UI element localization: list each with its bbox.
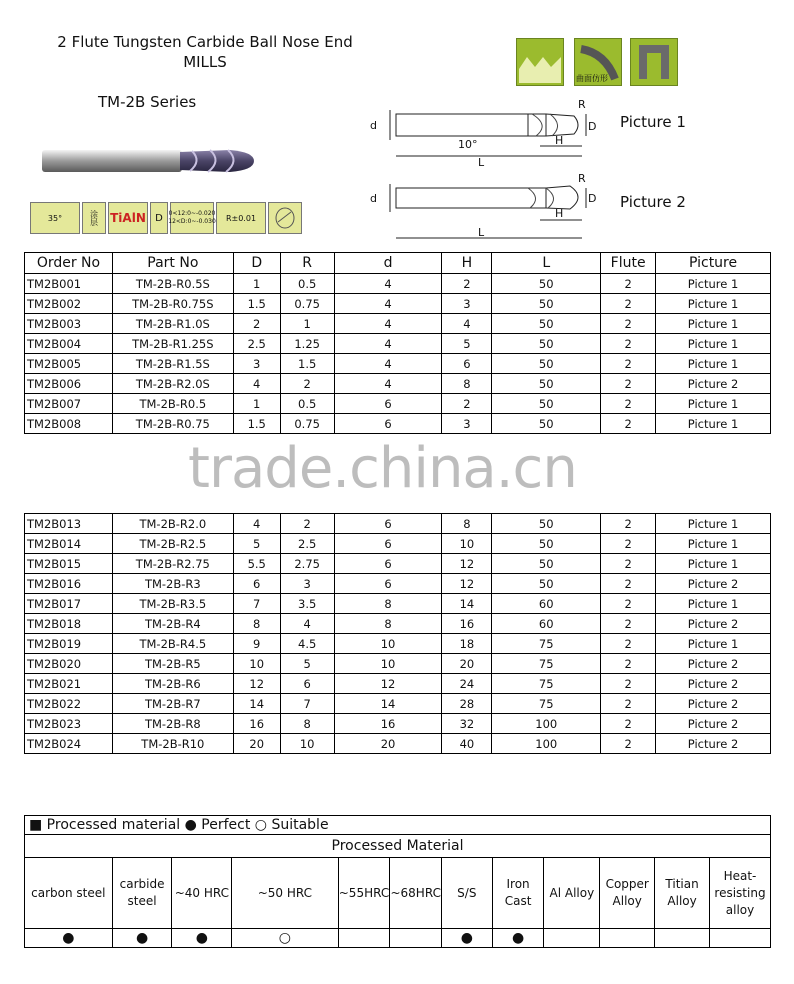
table-cell: TM-2B-R3 bbox=[112, 574, 233, 594]
table-cell: TM2B005 bbox=[25, 354, 113, 374]
table-cell: TM2B004 bbox=[25, 334, 113, 354]
table-cell: 5 bbox=[442, 334, 492, 354]
table-cell: 20 bbox=[442, 654, 492, 674]
table-cell: 2 bbox=[601, 674, 656, 694]
table-cell: 5.5 bbox=[233, 554, 280, 574]
table-cell: 28 bbox=[442, 694, 492, 714]
table-cell: 2 bbox=[601, 614, 656, 634]
table-cell: 5 bbox=[233, 534, 280, 554]
material-column: carbide steel bbox=[112, 858, 172, 929]
table-cell: Picture 1 bbox=[656, 334, 771, 354]
table-row bbox=[25, 354, 771, 374]
table-cell: TM-2B-R0.75 bbox=[112, 414, 233, 434]
table-cell: 12 bbox=[442, 574, 492, 594]
table-cell: 8 bbox=[280, 714, 334, 734]
table-cell: 4 bbox=[442, 314, 492, 334]
material-column: ~55HRC bbox=[338, 858, 390, 929]
table-cell: 2 bbox=[601, 714, 656, 734]
end-mill-photo bbox=[40, 138, 260, 184]
table-cell: Picture 2 bbox=[656, 674, 771, 694]
table-cell: 10 bbox=[233, 654, 280, 674]
table-cell: 6 bbox=[233, 574, 280, 594]
table-cell: TM-2B-R0.5 bbox=[112, 394, 233, 414]
table-cell: 75 bbox=[492, 694, 601, 714]
table-cell: TM2B014 bbox=[25, 534, 113, 554]
table-cell: 50 bbox=[492, 374, 601, 394]
table-row bbox=[25, 514, 771, 534]
table-cell: Picture 2 bbox=[656, 694, 771, 714]
dim-r-1: R bbox=[578, 98, 586, 111]
table-cell: TM2B016 bbox=[25, 574, 113, 594]
table-row bbox=[25, 374, 771, 394]
table-row bbox=[25, 594, 771, 614]
table-cell: 6 bbox=[334, 394, 442, 414]
table-cell: 2 bbox=[601, 634, 656, 654]
table-cell: 2 bbox=[601, 374, 656, 394]
table-cell: TM-2B-R4 bbox=[112, 614, 233, 634]
table-cell: 12 bbox=[233, 674, 280, 694]
dim-l-1: L bbox=[478, 156, 485, 169]
table-cell: Picture 2 bbox=[656, 374, 771, 394]
table-row bbox=[25, 694, 771, 714]
table-cell: 50 bbox=[492, 354, 601, 374]
table-cell: TM-2B-R10 bbox=[112, 734, 233, 754]
table-cell: TM-2B-R2.5 bbox=[112, 534, 233, 554]
table-cell: 3 bbox=[280, 574, 334, 594]
table-cell: 10 bbox=[442, 534, 492, 554]
table-cell: 24 bbox=[442, 674, 492, 694]
dim-d-1: d bbox=[370, 119, 377, 132]
dim-r-2: R bbox=[578, 172, 586, 185]
table-cell: Picture 1 bbox=[656, 354, 771, 374]
table-cell: 50 bbox=[492, 314, 601, 334]
table-row bbox=[25, 674, 771, 694]
table-cell: 32 bbox=[442, 714, 492, 734]
table-cell: 12 bbox=[442, 554, 492, 574]
product-title bbox=[20, 32, 390, 72]
table-cell: TM2B021 bbox=[25, 674, 113, 694]
dim-angle: 10° bbox=[458, 138, 478, 151]
picture-2-label: Picture 2 bbox=[620, 193, 686, 211]
table-cell: 1.5 bbox=[233, 414, 280, 434]
table-cell: 3 bbox=[233, 354, 280, 374]
table-cell: 75 bbox=[492, 654, 601, 674]
table-cell: 60 bbox=[492, 614, 601, 634]
table-cell: 50 bbox=[492, 334, 601, 354]
table-cell: 6 bbox=[334, 534, 442, 554]
material-column: ~40 HRC bbox=[172, 858, 232, 929]
table-cell: 3.5 bbox=[280, 594, 334, 614]
table-cell: 0.5 bbox=[280, 274, 334, 294]
table-cell: Picture 1 bbox=[656, 274, 771, 294]
material-column: Al Alloy bbox=[544, 858, 600, 929]
table-cell: 75 bbox=[492, 674, 601, 694]
table-cell: 10 bbox=[280, 734, 334, 754]
coating-icon: 涂层 bbox=[82, 202, 106, 234]
suitability-mark bbox=[655, 929, 710, 948]
table-row bbox=[25, 534, 771, 554]
table-cell: Picture 1 bbox=[656, 594, 771, 614]
table-cell: 2 bbox=[601, 574, 656, 594]
table-cell: 6 bbox=[334, 554, 442, 574]
table-cell: 75 bbox=[492, 634, 601, 654]
table-cell: TM2B006 bbox=[25, 374, 113, 394]
table-cell: 8 bbox=[442, 514, 492, 534]
table-cell: 2.5 bbox=[233, 334, 280, 354]
table-cell: 6 bbox=[442, 354, 492, 374]
table-cell: 6 bbox=[334, 414, 442, 434]
table-cell: 6 bbox=[280, 674, 334, 694]
dim-d-2: d bbox=[370, 192, 377, 205]
table-row bbox=[25, 574, 771, 594]
dim-h-1: H bbox=[555, 134, 564, 147]
table-cell: TM-2B-R0.5S bbox=[112, 274, 233, 294]
material-column: Titian Alloy bbox=[655, 858, 710, 929]
material-column: ~68HRC bbox=[390, 858, 441, 929]
table-row bbox=[25, 634, 771, 654]
material-column: Iron Cast bbox=[492, 858, 544, 929]
table-row bbox=[25, 554, 771, 574]
table-cell: Picture 1 bbox=[656, 414, 771, 434]
table-cell: 3 bbox=[442, 414, 492, 434]
table-cell: 5 bbox=[280, 654, 334, 674]
table-cell: 1.25 bbox=[280, 334, 334, 354]
table-cell: 0.5 bbox=[280, 394, 334, 414]
table-cell: 50 bbox=[492, 574, 601, 594]
series-label: TM-2B Series bbox=[98, 93, 197, 111]
table-cell: TM-2B-R2.0S bbox=[112, 374, 233, 394]
helix-35-icon: 35° bbox=[30, 202, 80, 234]
table-cell: 10 bbox=[334, 654, 442, 674]
table-cell: Picture 2 bbox=[656, 654, 771, 674]
table-cell: Picture 2 bbox=[656, 734, 771, 754]
suitability-mark bbox=[390, 929, 441, 948]
slot-milling-icon bbox=[516, 38, 564, 86]
suitability-mark: ● bbox=[25, 929, 113, 948]
table-cell: 18 bbox=[442, 634, 492, 654]
table-cell: Picture 2 bbox=[656, 614, 771, 634]
table-cell: 2 bbox=[280, 514, 334, 534]
table-cell: TM2B001 bbox=[25, 274, 113, 294]
table-cell: 100 bbox=[492, 734, 601, 754]
table-cell: 3 bbox=[442, 294, 492, 314]
material-legend: ■ Processed material ● Perfect ○ Suitable bbox=[25, 816, 771, 835]
processed-material-header: Processed Material bbox=[25, 835, 771, 858]
table-cell: 20 bbox=[334, 734, 442, 754]
material-column: ~50 HRC bbox=[232, 858, 338, 929]
dim-l-2: L bbox=[478, 226, 485, 239]
table-cell: 2 bbox=[601, 394, 656, 414]
suitability-mark: ● bbox=[492, 929, 544, 948]
table-cell: 2 bbox=[601, 514, 656, 534]
table-row bbox=[25, 654, 771, 674]
table-cell: Picture 2 bbox=[656, 574, 771, 594]
pocket-milling-icon bbox=[630, 38, 678, 86]
table-cell: TM2B023 bbox=[25, 714, 113, 734]
table-cell: 8 bbox=[334, 614, 442, 634]
table-cell: 2 bbox=[601, 554, 656, 574]
table-cell: 9 bbox=[233, 634, 280, 654]
table-row bbox=[25, 314, 771, 334]
col-picture: Picture bbox=[656, 253, 771, 274]
table-row bbox=[25, 734, 771, 754]
table-cell: TM2B015 bbox=[25, 554, 113, 574]
table-cell: 4 bbox=[334, 294, 442, 314]
table-cell: 2.75 bbox=[280, 554, 334, 574]
table-cell: TM-2B-R1.0S bbox=[112, 314, 233, 334]
table-cell: TM-2B-R1.25S bbox=[112, 334, 233, 354]
table-row bbox=[25, 274, 771, 294]
table-cell: 50 bbox=[492, 554, 601, 574]
table-cell: Picture 2 bbox=[656, 714, 771, 734]
table-cell: 2 bbox=[233, 314, 280, 334]
table-cell: TM-2B-R3.5 bbox=[112, 594, 233, 614]
table-row bbox=[25, 614, 771, 634]
table-cell: 0.75 bbox=[280, 294, 334, 314]
suitability-mark bbox=[600, 929, 655, 948]
radius-tolerance-icon: R±0.01 bbox=[216, 202, 266, 234]
table-cell: TM-2B-R4.5 bbox=[112, 634, 233, 654]
table-row bbox=[25, 714, 771, 734]
table-cell: 1.5 bbox=[233, 294, 280, 314]
table-cell: 60 bbox=[492, 594, 601, 614]
table-cell: 2 bbox=[601, 294, 656, 314]
table-cell: 4.5 bbox=[280, 634, 334, 654]
col-l: L bbox=[492, 253, 601, 274]
table-cell: 14 bbox=[334, 694, 442, 714]
suitability-mark bbox=[709, 929, 770, 948]
table-cell: 4 bbox=[233, 374, 280, 394]
table-cell: 6 bbox=[334, 514, 442, 534]
col-d-upper: D bbox=[233, 253, 280, 274]
table-cell: 2 bbox=[601, 694, 656, 714]
title-line-1: 2 Flute Tungsten Carbide Ball Nose End bbox=[57, 33, 353, 51]
table-cell: Picture 1 bbox=[656, 534, 771, 554]
table-cell: 50 bbox=[492, 414, 601, 434]
table-cell: 20 bbox=[233, 734, 280, 754]
table-cell: TM-2B-R8 bbox=[112, 714, 233, 734]
suitability-mark bbox=[544, 929, 600, 948]
table-cell: 2 bbox=[442, 394, 492, 414]
col-r: R bbox=[280, 253, 334, 274]
table-cell: 2 bbox=[601, 274, 656, 294]
table-cell: 4 bbox=[334, 274, 442, 294]
table-cell: Picture 1 bbox=[656, 634, 771, 654]
material-column: S/S bbox=[441, 858, 492, 929]
table-cell: 4 bbox=[334, 374, 442, 394]
table-cell: 1 bbox=[280, 314, 334, 334]
table-cell: 1 bbox=[233, 394, 280, 414]
table-cell: 10 bbox=[334, 634, 442, 654]
table-cell: TM-2B-R2.0 bbox=[112, 514, 233, 534]
table-row bbox=[25, 414, 771, 434]
ball-nose-icon bbox=[268, 202, 302, 234]
table-cell: 7 bbox=[233, 594, 280, 614]
table-cell: 100 bbox=[492, 714, 601, 734]
table-cell: 2 bbox=[601, 534, 656, 554]
table-cell: TM2B024 bbox=[25, 734, 113, 754]
table-cell: TM-2B-R7 bbox=[112, 694, 233, 714]
table-cell: TM-2B-R1.5S bbox=[112, 354, 233, 374]
table-cell: TM-2B-R2.75 bbox=[112, 554, 233, 574]
table-cell: TM2B018 bbox=[25, 614, 113, 634]
table-cell: 2 bbox=[601, 354, 656, 374]
table-cell: 4 bbox=[334, 314, 442, 334]
col-h: H bbox=[442, 253, 492, 274]
table-cell: Picture 1 bbox=[656, 394, 771, 414]
material-column: Heat-resisting alloy bbox=[709, 858, 770, 929]
table-cell: 14 bbox=[442, 594, 492, 614]
table-cell: 8 bbox=[334, 594, 442, 614]
watermark: trade.china.cn bbox=[188, 436, 577, 501]
material-column: Copper Alloy bbox=[600, 858, 655, 929]
table-cell: 1.5 bbox=[280, 354, 334, 374]
suitability-mark: ○ bbox=[232, 929, 338, 948]
table-header-row bbox=[25, 253, 771, 274]
table-cell: 2 bbox=[442, 274, 492, 294]
table-cell: 4 bbox=[334, 334, 442, 354]
machining-caption: 曲面仿形 bbox=[576, 74, 608, 83]
table-cell: 7 bbox=[280, 694, 334, 714]
spec-table bbox=[24, 252, 771, 754]
table-row bbox=[25, 294, 771, 314]
table-cell: 2 bbox=[601, 414, 656, 434]
table-cell: Picture 1 bbox=[656, 514, 771, 534]
table-cell: Picture 1 bbox=[656, 554, 771, 574]
table-cell: 50 bbox=[492, 514, 601, 534]
table-cell: 2 bbox=[601, 654, 656, 674]
table-cell: 0.75 bbox=[280, 414, 334, 434]
dim-D-2: D bbox=[588, 192, 597, 205]
table-cell: 1 bbox=[233, 274, 280, 294]
table-cell: TM-2B-R6 bbox=[112, 674, 233, 694]
table-cell: TM2B013 bbox=[25, 514, 113, 534]
technical-drawings bbox=[360, 96, 610, 246]
suitability-mark: ● bbox=[441, 929, 492, 948]
table-cell: TM2B022 bbox=[25, 694, 113, 714]
table-cell: 50 bbox=[492, 294, 601, 314]
table-cell: 4 bbox=[280, 614, 334, 634]
table-cell: 16 bbox=[334, 714, 442, 734]
table-cell: TM-2B-R5 bbox=[112, 654, 233, 674]
table-cell: 16 bbox=[233, 714, 280, 734]
table-cell: 2 bbox=[601, 594, 656, 614]
table-cell: 2 bbox=[601, 734, 656, 754]
table-cell: 2 bbox=[601, 334, 656, 354]
suitability-mark bbox=[338, 929, 390, 948]
col-part-no: Part No bbox=[112, 253, 233, 274]
materials-table bbox=[24, 815, 771, 948]
table-cell: 40 bbox=[442, 734, 492, 754]
table-cell: 2.5 bbox=[280, 534, 334, 554]
table-cell: 12 bbox=[334, 674, 442, 694]
diameter-icon: D bbox=[150, 202, 168, 234]
table-cell: Picture 1 bbox=[656, 314, 771, 334]
table-cell: 14 bbox=[233, 694, 280, 714]
table-cell: TM2B008 bbox=[25, 414, 113, 434]
table-cell: 4 bbox=[233, 514, 280, 534]
table-cell: 8 bbox=[233, 614, 280, 634]
dim-D-1: D bbox=[588, 120, 597, 133]
table-cell: TM2B002 bbox=[25, 294, 113, 314]
table-cell: 50 bbox=[492, 534, 601, 554]
table-cell: TM2B017 bbox=[25, 594, 113, 614]
picture-1-label: Picture 1 bbox=[620, 113, 686, 131]
col-d-lower: d bbox=[334, 253, 442, 274]
table-cell: 2 bbox=[601, 314, 656, 334]
suitability-mark: ● bbox=[112, 929, 172, 948]
tiain-icon: TiAlN bbox=[108, 202, 148, 234]
feature-icons bbox=[30, 202, 302, 236]
tolerance-icon: 0<12:0~-0.020 12<D:0~-0.030 bbox=[170, 202, 214, 234]
table-cell: 4 bbox=[334, 354, 442, 374]
table-cell: 2 bbox=[280, 374, 334, 394]
table-cell: 50 bbox=[492, 274, 601, 294]
suitability-mark: ● bbox=[172, 929, 232, 948]
table-row bbox=[25, 394, 771, 414]
col-order-no: Order No bbox=[25, 253, 113, 274]
col-flute: Flute bbox=[601, 253, 656, 274]
table-cell: 8 bbox=[442, 374, 492, 394]
table-cell: TM-2B-R0.75S bbox=[112, 294, 233, 314]
material-column: carbon steel bbox=[25, 858, 113, 929]
table-cell: TM2B007 bbox=[25, 394, 113, 414]
table-cell: Picture 1 bbox=[656, 294, 771, 314]
table-cell: TM2B019 bbox=[25, 634, 113, 654]
table-cell: TM2B003 bbox=[25, 314, 113, 334]
table-cell: 6 bbox=[334, 574, 442, 594]
table-cell: TM2B020 bbox=[25, 654, 113, 674]
table-cell: 16 bbox=[442, 614, 492, 634]
table-row bbox=[25, 334, 771, 354]
dim-h-2: H bbox=[555, 207, 564, 220]
table-cell: 50 bbox=[492, 394, 601, 414]
title-line-2: MILLS bbox=[183, 53, 227, 71]
